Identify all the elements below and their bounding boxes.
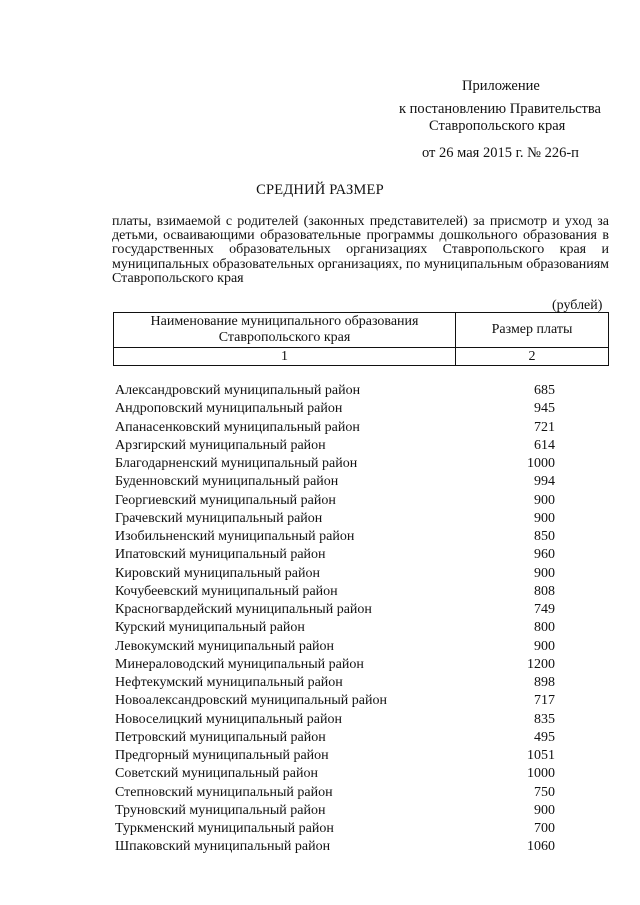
- table-row: [115, 656, 555, 674]
- municipality-name: Изобильненский муниципальный район: [115, 529, 355, 544]
- fee-value: 850: [534, 529, 555, 544]
- table-row: [115, 400, 555, 418]
- municipality-name: Благодарненский муниципальный район: [115, 456, 358, 471]
- municipality-name: Степновский муниципальный район: [115, 784, 333, 800]
- fee-value: 900: [534, 802, 555, 818]
- municipality-name: Апанасенковский муниципальный район: [115, 419, 360, 435]
- table-column-number-row: [114, 348, 609, 366]
- municipality-name: Нефтекумский муниципальный район: [115, 675, 343, 690]
- fee-value: 960: [534, 547, 555, 563]
- municipality-name: Советский муниципальный район: [115, 766, 318, 782]
- municipality-name: Труновский муниципальный район: [115, 802, 326, 818]
- table-row: [115, 765, 555, 783]
- column-number-name: 1: [114, 348, 456, 366]
- municipality-name: Левокумский муниципальный район: [115, 638, 335, 654]
- fee-value: 898: [534, 675, 555, 690]
- table-row: [115, 419, 555, 437]
- fee-value: 994: [534, 474, 555, 490]
- fee-value: 495: [534, 729, 555, 745]
- municipality-name: Георгиевский муниципальный район: [115, 492, 336, 508]
- table-header-row: [114, 313, 609, 348]
- fee-value: 900: [534, 638, 555, 654]
- table-row: [115, 747, 555, 765]
- municipality-name: Петровский муниципальный район: [115, 729, 326, 745]
- fee-value: 800: [534, 620, 555, 636]
- table-row: [115, 455, 555, 473]
- fee-value: 945: [534, 401, 555, 417]
- municipality-name: Ипатовский муниципальный район: [115, 547, 326, 563]
- document-description: платы, взимаемой с родителей (законных представителей) за присмотр и уход за детьми, осваивающими образовательные программы дошкольного образования в государственных образовательных организациях Ставропольского края и муниципальных образовательных организациях, по муниципальным образованиям Ставропольского края: [112, 214, 609, 286]
- document-title: СРЕДНИЙ РАЗМЕР: [256, 182, 384, 198]
- municipality-name: Буденновский муниципальный район: [115, 474, 339, 490]
- municipality-name: Александровский муниципальный район: [115, 383, 361, 398]
- municipality-name: Новоселицкий муниципальный район: [115, 711, 342, 727]
- table-row: [115, 619, 555, 637]
- fee-value: 717: [534, 693, 555, 709]
- table-row: [115, 729, 555, 747]
- municipality-name: Минераловодский муниципальный район: [115, 656, 364, 672]
- column-number-fee: 2: [456, 348, 609, 366]
- table-row: [115, 674, 555, 692]
- decree-reference-line1: к постановлению Правительства: [399, 101, 601, 117]
- table-row: [115, 528, 555, 546]
- decree-reference-line2: Ставропольского края: [429, 118, 566, 134]
- fee-value: 900: [534, 565, 555, 581]
- fee-value: 685: [534, 383, 555, 398]
- table-body: [115, 382, 555, 857]
- table-row: [115, 601, 555, 619]
- table-row: [115, 492, 555, 510]
- table-row: [115, 802, 555, 820]
- fee-value: 1200: [527, 656, 555, 672]
- municipality-name: Предгорный муниципальный район: [115, 748, 329, 763]
- table-row: [115, 638, 555, 656]
- currency-note: (рублей): [552, 298, 603, 313]
- table-row: [115, 838, 555, 856]
- table-row: [115, 510, 555, 528]
- table-row: [115, 820, 555, 838]
- fee-value: 1051: [527, 748, 555, 763]
- table-row: [115, 382, 555, 400]
- table-row: [115, 784, 555, 802]
- table-row: [115, 692, 555, 710]
- decree-date: от 26 мая 2015 г. № 226-п: [422, 145, 579, 161]
- column-header-name-line2: Ставропольского края: [218, 330, 351, 345]
- municipality-name: Новоалександровский муниципальный район: [115, 693, 387, 709]
- municipality-name: Кочубеевский муниципальный район: [115, 583, 338, 599]
- fee-value: 900: [534, 510, 555, 526]
- fee-value: 614: [534, 437, 555, 453]
- municipality-name: Шпаковский муниципальный район: [115, 839, 331, 855]
- table-row: [115, 583, 555, 601]
- fee-value: 1000: [527, 766, 555, 782]
- table-row: [115, 473, 555, 491]
- appendix-title: Приложение: [462, 78, 540, 94]
- fee-value: 721: [534, 419, 555, 435]
- table-row: [115, 565, 555, 583]
- fee-value: 1000: [527, 456, 555, 471]
- municipality-name: Андроповский муниципальный район: [115, 401, 343, 417]
- municipality-name: Туркменский муниципальный район: [115, 821, 334, 836]
- municipality-name: Арзгирский муниципальный район: [115, 437, 326, 453]
- fee-value: 700: [534, 821, 555, 836]
- municipality-name: Красногвардейский муниципальный район: [115, 602, 372, 617]
- fee-value: 1060: [527, 839, 555, 855]
- fee-value: 835: [534, 711, 555, 727]
- fee-value: 808: [534, 583, 555, 599]
- column-header-name: [114, 313, 456, 348]
- table-row: [115, 711, 555, 729]
- column-header-name-line1: Наименование муниципального образования: [150, 314, 419, 329]
- municipality-name: Кировский муниципальный район: [115, 565, 320, 581]
- municipality-name: Курский муниципальный район: [115, 620, 305, 636]
- column-header-fee: Размер платы: [456, 313, 609, 348]
- fee-value: 749: [534, 602, 555, 617]
- table-header: [113, 312, 609, 366]
- municipality-name: Грачевский муниципальный район: [115, 510, 323, 526]
- table-row: [115, 437, 555, 455]
- fee-value: 900: [534, 492, 555, 508]
- fee-value: 750: [534, 784, 555, 800]
- table-row: [115, 546, 555, 564]
